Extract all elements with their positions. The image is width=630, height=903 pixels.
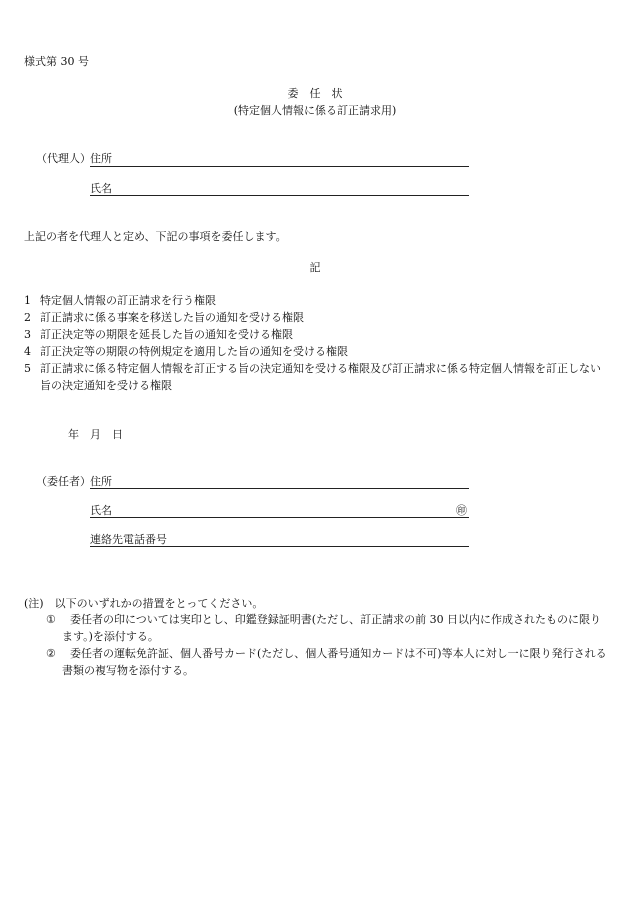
- item-3-number: 3: [24, 328, 31, 341]
- agent-name-label: 氏名: [90, 182, 112, 195]
- item-4-number: 4: [24, 345, 31, 358]
- document-subtitle: (特定個人情報に係る訂正請求用): [233, 104, 397, 117]
- notes-header: (注) 以下のいずれかの措置をとってください。: [24, 597, 264, 610]
- principal-name-line: [90, 517, 469, 518]
- principal-address-label: 住所: [90, 475, 112, 488]
- principal-label: （委任者）: [36, 475, 91, 488]
- note-2-text: 委任者の運転免許証、個人番号カード(ただし、個人番号通知カードは不可)等本人に対し一に限り発行される書類の複写物を添付する。: [62, 647, 607, 677]
- item-1-number: 1: [24, 294, 31, 307]
- item-3-text: 訂正決定等の期限を延長した旨の通知を受ける権限: [40, 328, 293, 341]
- item-5-text: 訂正請求に係る特定個人情報を訂正する旨の決定通知を受ける権限及び訂正請求に係る特定個人情報を訂正しない旨の決定通知を受ける権限: [40, 362, 601, 392]
- document-title: 委 任 状: [287, 87, 343, 100]
- item-2-number: 2: [24, 311, 31, 324]
- item-5-number: 5: [24, 362, 31, 375]
- note-1-text: 委任者の印については実印とし、印鑑登録証明書(ただし、訂正請求の前 30 日以内に作成されたものに限ります。)を添付する。: [62, 613, 602, 643]
- agent-address-line: [90, 166, 469, 167]
- item-2-text: 訂正請求に係る事案を移送した旨の通知を受ける権限: [40, 311, 304, 324]
- form-number: 様式第 30 号: [24, 55, 89, 68]
- intro-text: 上記の者を代理人と定め、下記の事項を委任します。: [24, 230, 287, 243]
- note-1-mark: ①: [46, 613, 56, 626]
- principal-phone-label: 連絡先電話番号: [90, 533, 167, 546]
- item-1-text: 特定個人情報の訂正請求を行う権限: [40, 294, 216, 307]
- ki-heading: 記: [309, 261, 321, 274]
- agent-label: （代理人）: [36, 152, 91, 165]
- agent-address-label: 住所: [90, 152, 112, 165]
- agent-name-line: [90, 195, 469, 196]
- note-2-mark: ②: [46, 647, 56, 660]
- item-4-text: 訂正決定等の期限の特例規定を適用した旨の通知を受ける権限: [40, 345, 348, 358]
- principal-address-line: [90, 488, 469, 489]
- date-line: 年 月 日: [68, 428, 123, 441]
- seal-mark: ㊞: [456, 504, 467, 517]
- principal-phone-line: [90, 546, 469, 547]
- principal-name-label: 氏名: [90, 504, 112, 517]
